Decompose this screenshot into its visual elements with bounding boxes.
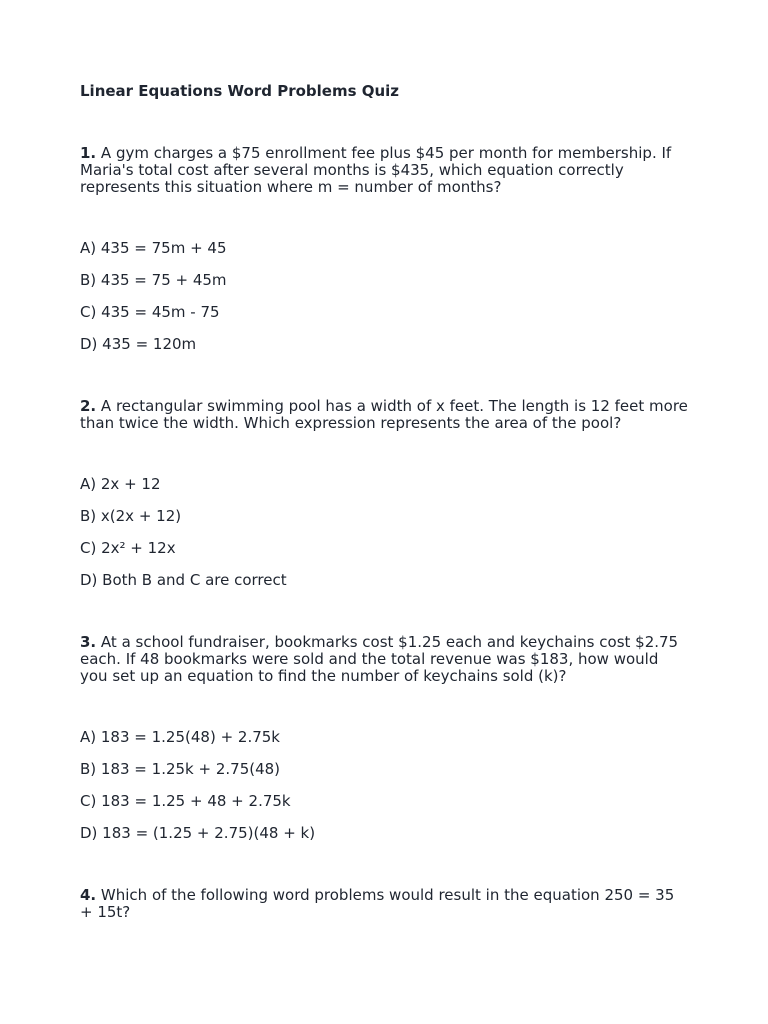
option-b: B) x(2x + 12): [80, 507, 182, 525]
question-number: 3.: [80, 633, 97, 651]
option-d: D) Both B and C are correct: [80, 571, 287, 589]
answer-options: [80, 475, 688, 589]
question-number: 1.: [80, 144, 97, 162]
option-d: D) 183 = (1.25 + 2.75)(48 + k): [80, 824, 316, 842]
question-1: [80, 145, 688, 353]
question-body: At a school fundraiser, bookmarks cost $1.25 each and keychains cost $2.75 each. If 48 bookmarks were sold and the total revenue was $183, how would you set up an equation to find the number of keychains sold (k)?: [80, 633, 679, 685]
option-a: A) 2x + 12: [80, 475, 161, 493]
option-b: B) 183 = 1.25k + 2.75(48): [80, 760, 281, 778]
option-b: B) 435 = 75 + 45m: [80, 271, 227, 289]
question-text: [80, 145, 688, 196]
option-c: C) 2x² + 12x: [80, 539, 176, 557]
question-text: [80, 398, 688, 432]
question-2: [80, 398, 688, 589]
question-text: [80, 887, 688, 921]
option-a: A) 183 = 1.25(48) + 2.75k: [80, 728, 280, 746]
question-number: 2.: [80, 397, 97, 415]
question-body: A gym charges a $75 enrollment fee plus $45 per month for membership. If Maria's total cost after several months is $435, which equation correctly represents this situation where m = number of months?: [80, 144, 672, 196]
option-c: C) 435 = 45m - 75: [80, 303, 220, 321]
question-body: A rectangular swimming pool has a width of x feet. The length is 12 feet more than twice the width. Which expression represents the area of the pool?: [80, 397, 688, 432]
question-text: [80, 634, 688, 685]
option-a: A) 435 = 75m + 45: [80, 239, 227, 257]
answer-options: [80, 239, 688, 353]
page-title: Linear Equations Word Problems Quiz: [80, 82, 400, 100]
answer-options: [80, 728, 688, 842]
question-body: Which of the following word problems would result in the equation 250 = 35 + 15t?: [80, 886, 675, 921]
question-number: 4.: [80, 886, 97, 904]
option-d: D) 435 = 120m: [80, 335, 197, 353]
question-4: [80, 887, 688, 921]
question-3: [80, 634, 688, 842]
option-c: C) 183 = 1.25 + 48 + 2.75k: [80, 792, 291, 810]
